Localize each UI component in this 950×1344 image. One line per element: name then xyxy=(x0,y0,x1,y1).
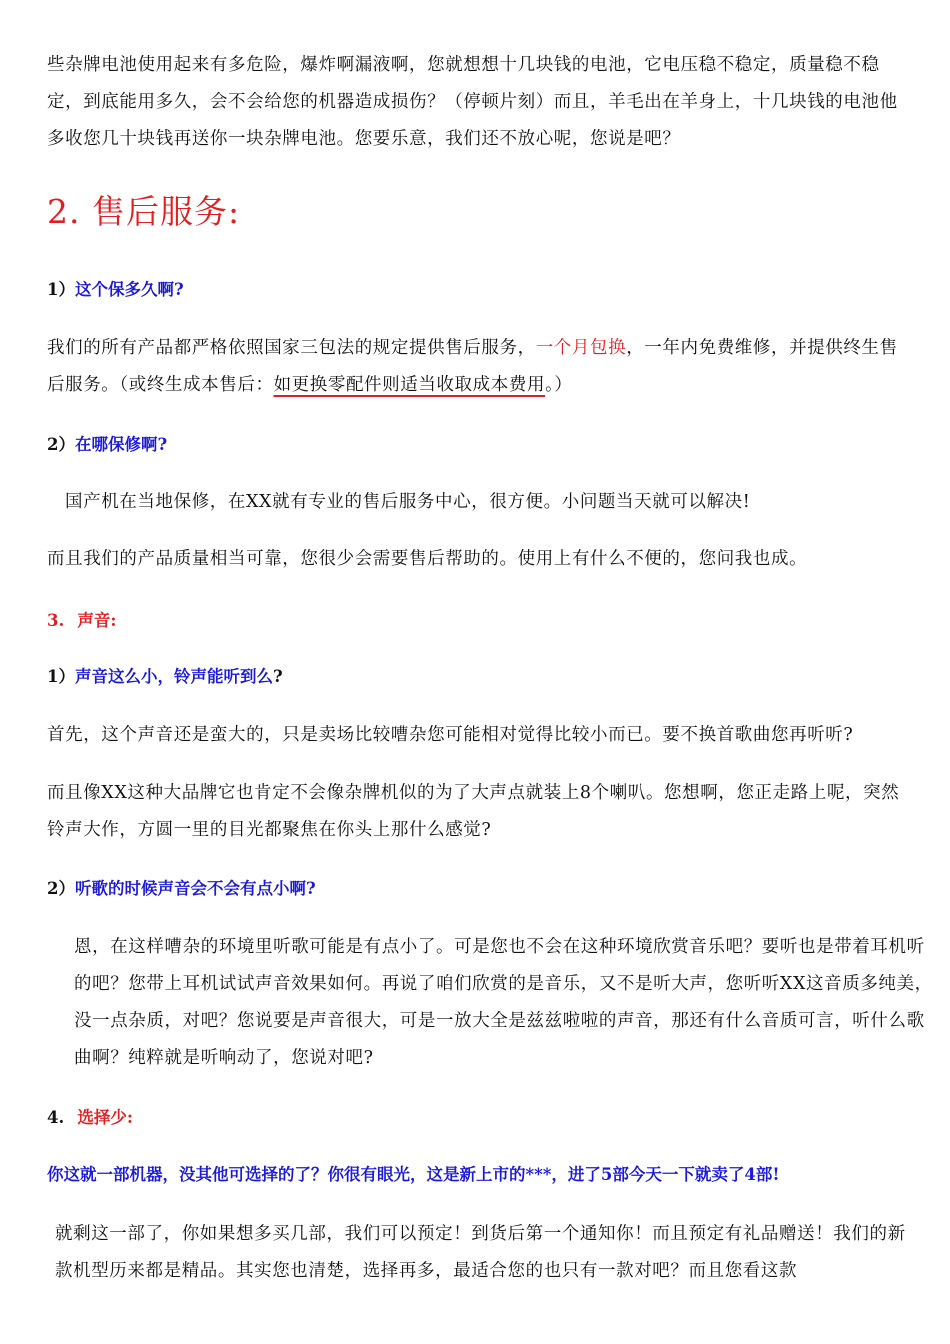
question-number: 1） xyxy=(47,280,75,299)
answer-repair-location: 国产机在当地保修，在XX就有专业的售后服务中心，很方便。小问题当天就可以解决! xyxy=(65,492,751,512)
answer-warranty-duration xyxy=(47,330,907,404)
answer-text: 。） xyxy=(545,375,573,395)
question-number: 2） xyxy=(47,879,75,898)
answer-quality-note: 而且我们的产品质量相当可靠，您很少会需要售后帮助的。使用上有什么不便的，您问我也成。 xyxy=(47,549,808,569)
question-only-one-model: 你这就一部机器，没其他可选择的了？你很有眼光，这是新上市的***，进了5部今天一下就卖了4部! xyxy=(47,1165,780,1184)
question-mark: ? xyxy=(272,667,283,686)
section-heading-sound xyxy=(47,607,907,631)
highlight-one-month-replacement: 一个月包换 xyxy=(535,338,627,358)
intro-paragraph: 些杂牌电池使用起来有多危险，爆炸啊漏液啊，您就想想十几块钱的电池，它电压稳不稳定，质量稳不稳定，到底能用多久，会不会给您的机器造成损伤？（停顿片刻）而且，羊毛出在羊身上，十几块钱的电池他多收您几十块钱再送你一块杂牌电池。您要乐意，我们还不放心呢，您说是吧？ xyxy=(47,55,898,149)
section-heading-few-choices xyxy=(47,1104,907,1128)
section-number: 3. xyxy=(47,611,65,630)
question-text: 听歌的时候声音会不会有点小啊? xyxy=(74,879,316,898)
question-text: 在哪保修啊? xyxy=(74,435,168,454)
question-number: 1） xyxy=(47,667,75,686)
question-text: 声音这么小，铃声能听到么 xyxy=(74,667,273,686)
question-music-volume xyxy=(47,876,907,902)
answer-text: 我们的所有产品都严格依照国家三包法的规定提供售后服务， xyxy=(47,338,536,358)
answer-text: ，一年内免费维修，并提供终生售后服务。（或终生成本售后： xyxy=(47,338,898,395)
answer-only-one-model: 就剩这一部了，你如果想多买几部，我们可以预定！到货后第一个通知你！而且预定有礼品赠送！我们的新款机型历来都是精品。其实您也清楚，选择再多，最适合您的也只有一款对吧？而且您看这款 xyxy=(55,1224,906,1281)
question-number: 2） xyxy=(47,435,75,454)
answer-music-volume: 恩，在这样嘈杂的环境里听歌可能是有点小了。可是您也不会在这种环境欣赏音乐吧？要听也是带着耳机听的吧？您带上耳机试试声音效果如何。再说了咱们欣赏的是音乐，又不是听大声，您听听XX这音质多纯美，没一点杂质，对吧？您说要是声音很大，可是一放大全是兹兹啦啦的声音，那还有什么音质可言，听什么歌曲啊？纯粹就是听响动了，您说对吧? xyxy=(74,937,933,1068)
question-ringtone-volume xyxy=(47,664,907,690)
question-text: 这个保多久啊? xyxy=(74,280,184,299)
answer-volume-first: 首先，这个声音还是蛮大的，只是卖场比较嘈杂您可能相对觉得比较小而已。要不换首歌曲您再听听? xyxy=(47,725,854,745)
section-number: 4. xyxy=(47,1108,65,1127)
question-where-repair xyxy=(47,432,907,458)
section-title: 选择少: xyxy=(77,1108,133,1127)
section-heading-after-sales: 2. 售后服务: xyxy=(47,192,241,231)
section-title: 声音: xyxy=(77,611,117,630)
question-warranty-duration xyxy=(47,277,907,303)
answer-volume-brand: 而且像XX这种大品牌它也肯定不会像杂牌机似的为了大声点就装上8个喇叭。您想啊，您正走路上呢，突然铃声大作，方圆一里的目光都聚焦在你头上那什么感觉? xyxy=(47,783,900,840)
underlined-cost-note: 如更换零配件则适当收取成本费用 xyxy=(273,375,546,395)
